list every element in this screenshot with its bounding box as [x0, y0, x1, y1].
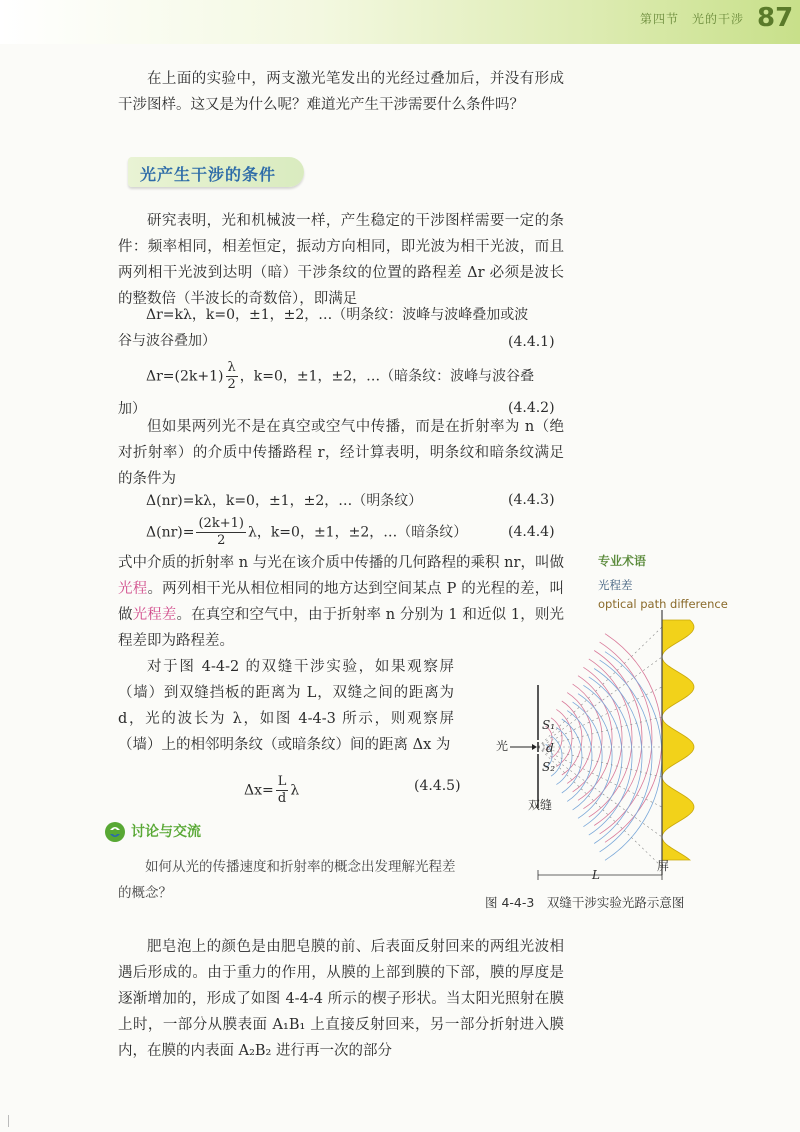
- paragraph-double-slit: 对于图 4-4-2 的双缝干涉实验，如果观察屏（墙）到双缝挡板的距离为 L，双缝之间的距离为 d，光的波长为 λ，如图 4-4-3 所示，则观察屏（墙）上的相邻明条纹（或暗条纹）间的距离 Δx 为: [118, 659, 454, 753]
- incident-arrowhead: [532, 744, 537, 750]
- optical-path-text-3: 。在真空和空气中，由于折射率 n 分别为 1 和近似 1，则光程差即为路程差。: [118, 607, 565, 649]
- optical-path-text-1: 式中介质的折射率 n 与光在该介质中传播的几何路程的乘积 nr，叫做: [118, 555, 564, 571]
- double-slit-diagram: [490, 590, 730, 890]
- eq2-fraction: [226, 360, 238, 393]
- section-heading-text: 光产生干涉的条件: [140, 165, 277, 184]
- discussion-question: 如何从光的传播速度和折射率的概念出发理解光程差的概念？: [118, 859, 456, 901]
- equation-4-4-1-line2: 谷与波谷叠加）: [118, 333, 216, 349]
- equation-4-4-2: [146, 360, 534, 393]
- intro-paragraph: 在上面的实验中，两支激光笔发出的光经过叠加后，并没有形成干涉图样。这又是为什么呢？难道光产生干涉需要什么条件吗？: [118, 71, 564, 113]
- wavefront-arc: [605, 634, 662, 843]
- section-heading: [128, 157, 304, 187]
- eq5-suffix: λ: [290, 782, 300, 799]
- ray-lines: [538, 627, 662, 867]
- header-section-title: 第四节 光的干涉: [640, 12, 745, 26]
- label-double-slit: 双缝: [528, 798, 553, 812]
- equation-number-4-4-2: (4.4.2): [508, 400, 555, 416]
- ray-line: [538, 627, 662, 747]
- wavefront-arc: [594, 651, 642, 826]
- equation-4-4-1-line1: Δr=kλ，k=0，±1，±2，…（明条纹：波峰与波峰叠加或波: [146, 307, 529, 323]
- eq4-prefix: Δ(nr)=: [146, 524, 195, 541]
- label-distance-L: L: [592, 868, 600, 882]
- equation-number-4-4-4: (4.4.4): [508, 524, 555, 540]
- glossary-heading: 专业术语: [598, 554, 647, 568]
- margin-mark: [8, 1115, 9, 1127]
- paragraph-medium: 但如果两列光不是在真空或空气中传播，而是在折射率为 n（绝对折射率）的介质中传播路程 r，经计算表明，明条纹和暗条纹满足的条件为: [118, 419, 564, 487]
- eq4-numerator: (2k+1): [198, 516, 244, 531]
- ray-line: [538, 747, 662, 807]
- eq5-fraction: [276, 774, 289, 807]
- fringe-intensity-curve: [662, 620, 694, 860]
- label-slit-s1: S₁: [542, 718, 556, 732]
- discussion-heading: [103, 820, 201, 848]
- eq5-numerator: L: [277, 774, 287, 789]
- equation-4-4-5: [244, 774, 299, 807]
- term-optical-path: 光程: [118, 581, 148, 597]
- eq5-prefix: Δx=: [244, 782, 274, 799]
- wavefront-arc: [556, 727, 572, 784]
- eq4-fraction: [196, 516, 245, 549]
- ray-line: [538, 747, 662, 837]
- optical-path-text-2: 。两列相干光从相位相同的地方达到空间某点 P 的光程的差，叫做: [118, 581, 564, 623]
- ray-line: [538, 687, 662, 747]
- equation-number-4-4-1: (4.4.1): [508, 334, 555, 350]
- wavefront-arc: [600, 660, 652, 852]
- wavefront-arc: [556, 709, 572, 766]
- label-screen: 屏: [657, 859, 670, 873]
- wavefront-arc: [600, 642, 652, 834]
- ray-line: [538, 657, 662, 747]
- equation-4-4-4: [146, 516, 467, 549]
- eq2-numerator: λ: [227, 360, 236, 375]
- equation-number-4-4-3: (4.4.3): [508, 492, 555, 508]
- paragraph-soap-bubble: 肥皂泡上的颜色是由肥皂膜的前、后表面反射回来的两组光波相遇后形成的。由于重力的作用，从膜的上部到膜的下部，膜的厚度是逐渐增加的，形成了如图 4-4-4 所示的楔子形状。当太阳光照射在膜上时，一部分从膜表面 A₁B₁ 上直接反射回来，另一部分折射进入膜内，在膜的内表面 A₂B₂ 进行再一次的部分: [118, 939, 564, 1059]
- label-light: 光: [496, 739, 509, 753]
- glossary-term-english: optical path difference: [598, 597, 728, 611]
- term-optical-path-difference: 光程差: [132, 607, 177, 623]
- ray-line: [538, 747, 662, 867]
- label-slit-distance: d: [546, 741, 554, 755]
- paragraph-conditions: 研究表明，光和机械波一样，产生稳定的干涉图样需要一定的条件：频率相同，相差恒定，振动方向相同，即光波为相干光波，而且两列相干光波到达明（暗）干涉条纹的位置的路程差 Δr 必须是波长的整数倍（半波长的奇数倍），即满足: [118, 213, 564, 307]
- equation-4-4-3: Δ(nr)=kλ，k=0，±1，±2，…（明条纹）: [146, 493, 423, 509]
- glossary-term-chinese: 光程差: [598, 578, 633, 592]
- wavefront-arc: [605, 652, 662, 861]
- figure-caption: 图 4-4-3 双缝干涉实验光路示意图: [485, 895, 685, 910]
- eq2-suffix: ，k=0，±1，±2，…（暗条纹：波峰与波谷叠: [239, 368, 535, 385]
- eq2-denominator: 2: [227, 377, 236, 392]
- discussion-icon: [103, 820, 127, 844]
- label-slit-s2: S₂: [542, 760, 556, 774]
- wavefront-arc: [594, 669, 642, 844]
- eq5-denominator: d: [277, 791, 287, 806]
- eq4-denominator: 2: [217, 533, 226, 548]
- eq2-prefix: Δr=(2k+1): [146, 368, 224, 385]
- equation-4-4-2-line2: 加）: [118, 401, 146, 417]
- page-number: 87: [757, 3, 794, 33]
- discussion-title: 讨论与交流: [131, 824, 201, 840]
- eq4-suffix: λ，k=0，±1，±2，…（暗条纹）: [247, 524, 468, 541]
- equation-number-4-4-5: (4.4.5): [414, 778, 461, 794]
